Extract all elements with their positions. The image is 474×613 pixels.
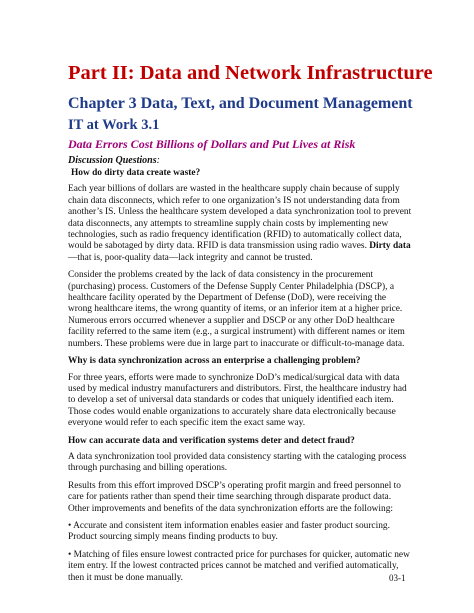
dirty-data-term: Dirty data (369, 241, 411, 252)
chapter-title: Chapter 3 Data, Text, and Document Management (68, 95, 413, 112)
paragraph-1 (68, 184, 412, 264)
paragraph-1-tail: —that is, poor-quality data—lack integrity and cannot be trusted. (68, 252, 313, 263)
bullet-1: • Accurate and consistent item information enables easier and faster product sourcing. Product sourcing simply means finding products to buy. (68, 520, 390, 543)
it-at-work-heading: IT at Work 3.1 (68, 117, 160, 133)
page-number: 03-1 (389, 573, 406, 583)
paragraph-5: Results from this effort improved DSCP’s operating profit margin and freed personnel to care for patients rather than spend their time searching through disparate product data. Other improvements and benefits of the data synchronization efforts are the following: (68, 480, 401, 514)
document-body (68, 168, 412, 590)
paragraph-4: A data synchronization tool provided data consistency starting with the cataloging process through purchasing and billing operations. (68, 451, 407, 474)
discussion-label-colon: : (156, 155, 160, 166)
bullet-2: • Matching of files ensure lowest contracted price for purchases for quicker, automatic new item entry. If the lowest contracted prices cannot be matched and verified automatically, then it must be done manually. (68, 549, 410, 583)
question-2: Why is data synchronization across an enterprise a challenging problem? (68, 356, 361, 367)
paragraph-1-text: Each year billions of dollars are wasted in the healthcare supply chain because of supply chain data disconnects, which refer to one organization’s IS not understanding data from another’s IS. Unless the healthcare system developed a data synchronization tool to prevent data disconnects, any attempts to streamline supply chain costs by implementing new technologies, such as radio frequency identification (RFID) to automatically collect data, would be sabotaged by dirty data. RFID is data transmission using radio waves. (68, 184, 412, 252)
paragraph-3: For three years, efforts were made to synchronize DoD’s medical/surgical data with data used by medical industry manufacturers and distributors. First, the healthcare industry had to develop a set of universal data standards or codes that uniquely identified each item. Those codes would enable organizations to accurately share data electronically because everyone would refer to each specific item the exact same way. (68, 372, 407, 429)
question-3: How can accurate data and verification systems deter and detect fraud? (68, 435, 355, 446)
question-1: How do dirty data create waste? (71, 168, 201, 178)
paragraph-2: Consider the problems created by the lack of data consistency in the procurement (purchasing) process. Customers of the Defense Supply Center Philadelphia (DSCP), a healthcare facility operated by the Department of Defense (DoD), were receiving the wrong healthcare items, the wrong quantity of items, or an inferior item at a higher price. Numerous errors occurred whenever a supplier and DSCP or any other DoD healthcare facility referred to the same item (e.g., a surgical instrument) with different names or item numbers. These problems were due in large part to inaccurate or difficult-to-manage data. (68, 270, 405, 349)
case-title: Data Errors Cost Billions of Dollars and Put Lives at Risk (68, 137, 356, 151)
discussion-questions-label (68, 155, 160, 167)
discussion-label-text: Discussion Questions (68, 155, 157, 166)
part-title: Part II: Data and Network Infrastructure (68, 62, 433, 84)
